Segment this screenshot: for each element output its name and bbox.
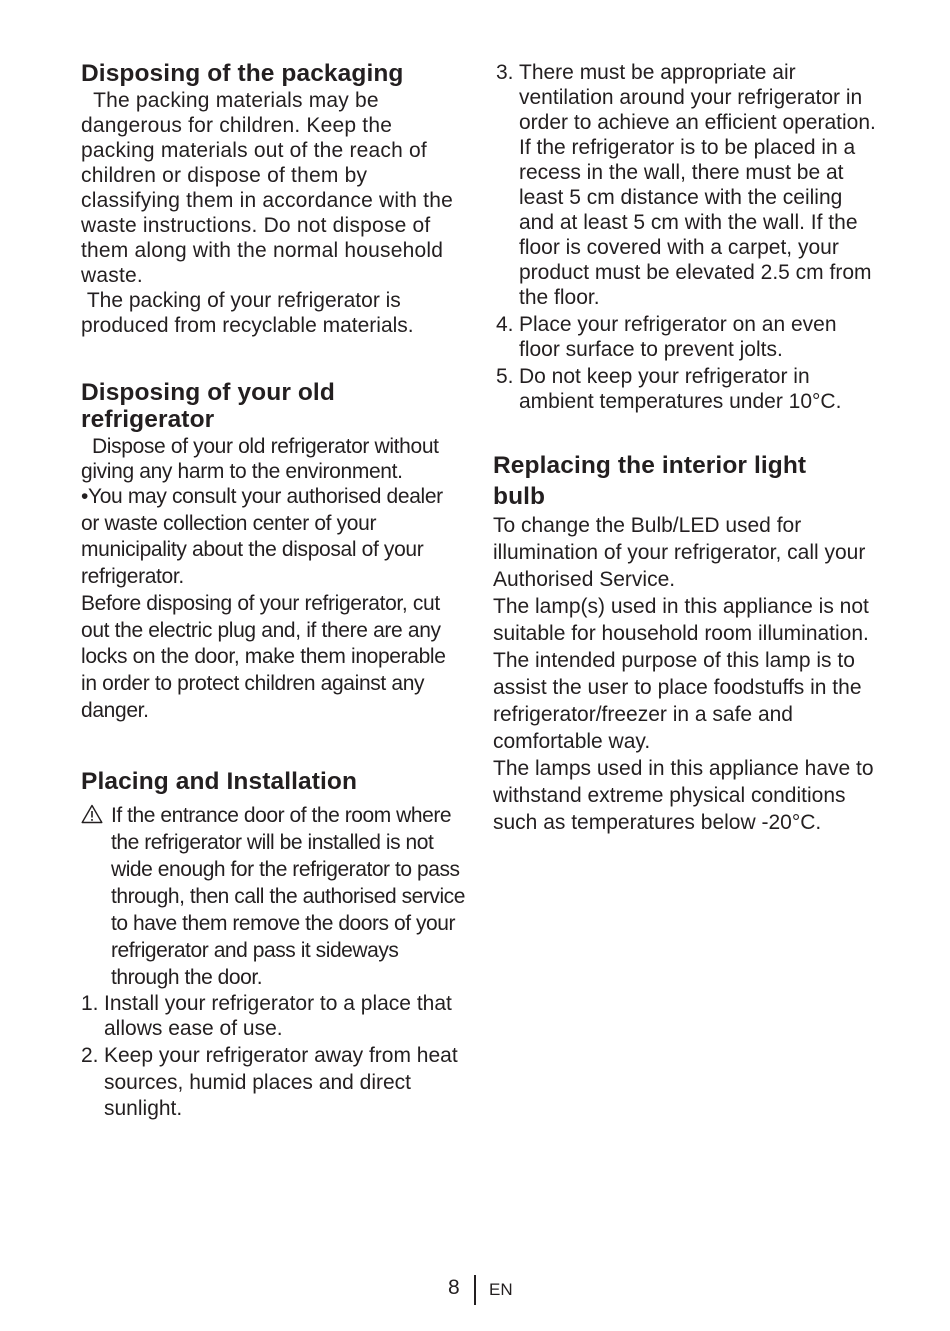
warning-note	[81, 802, 466, 991]
footer-divider	[474, 1275, 476, 1305]
heading-disposing-packaging: Disposing of the packaging	[81, 60, 404, 87]
list-number: 1.	[81, 992, 99, 1016]
list-text: Keep your refrigerator away from heat sources, humid places and direct sunlight.	[104, 1044, 458, 1121]
list-item-3	[496, 60, 878, 310]
bulb-paragraph-2: The lamp(s) used in this appliance is not suitable for household room illumination. The intended purpose of this lamp is to assist the user to place foodstuffs in the refrigerator/freezer in a safe and comfortable way.	[493, 595, 869, 753]
old-fridge-paragraph-2: •You may consult your authorised dealer or waste collection center of your municipality about the disposal of your refrigerator.	[81, 485, 443, 589]
bulb-paragraph-3: The lamps used in this appliance have to withstand extreme physical conditions such as temperatures below -20°C.	[493, 757, 874, 834]
old-fridge-paragraph-1: Dispose of your old refrigerator without giving any harm to the environment.	[81, 435, 439, 483]
list-text: There must be appropriate air ventilation around your refrigerator in order to achieve an efficient operation. If the refrigerator is to be placed in a recess in the wall, there must be at least 5 cm distance with the ceiling and at least 5 cm with the wall. If the floor is covered with a carpet, your product must be elevated 2.5 cm from the floor.	[519, 61, 876, 309]
list-number: 2.	[81, 1044, 99, 1068]
page-number: 8	[448, 1276, 460, 1299]
left-column	[81, 58, 466, 1123]
list-number: 5.	[496, 365, 514, 388]
list-item-4	[496, 312, 878, 362]
list-number: 3.	[496, 61, 514, 84]
list-text: Do not keep your refrigerator in ambient temperatures under 10°C.	[519, 365, 842, 413]
packaging-paragraph-2: The packing of your refrigerator is produced from recyclable materials.	[81, 289, 414, 337]
list-text: Place your refrigerator on an even floor surface to prevent jolts.	[519, 313, 837, 361]
language-label: EN	[489, 1280, 513, 1299]
old-fridge-paragraph-3: Before disposing of your refrigerator, cut out the electric plug and, if there are any locks on the door, make them inoperable in order to protect children against any danger.	[81, 591, 446, 722]
list-item-1	[81, 991, 466, 1041]
bulb-paragraph-1: To change the Bulb/LED used for illumination of your refrigerator, call your Authorised Service.	[493, 514, 866, 591]
warning-triangle-icon	[81, 802, 113, 991]
packaging-paragraph-1: The packing materials may be dangerous for children. Keep the packing materials out of the reach of children or dispose of them by classifying them in accordance with the waste instructions. Do not dispose of them along with the normal household waste.	[81, 89, 453, 287]
list-item-2	[81, 1043, 466, 1123]
list-item-5	[496, 364, 878, 414]
heading-replacing-light-bulb: Replacing the interior light bulb	[493, 452, 807, 510]
list-number: 4.	[496, 313, 514, 336]
warning-text: If the entrance door of the room where the refrigerator will be installed is not wide enough for the refrigerator to pass through, then call the authorised service to have them remove the doors of your refrigerator and pass it sideways through the door.	[111, 804, 465, 990]
page-footer	[0, 1275, 950, 1305]
heading-disposing-old-refrigerator: Disposing of your old refrigerator	[81, 379, 335, 433]
list-text: Install your refrigerator to a place that allows ease of use.	[104, 992, 452, 1041]
heading-placing-installation: Placing and Installation	[81, 768, 358, 796]
right-column	[493, 60, 878, 836]
